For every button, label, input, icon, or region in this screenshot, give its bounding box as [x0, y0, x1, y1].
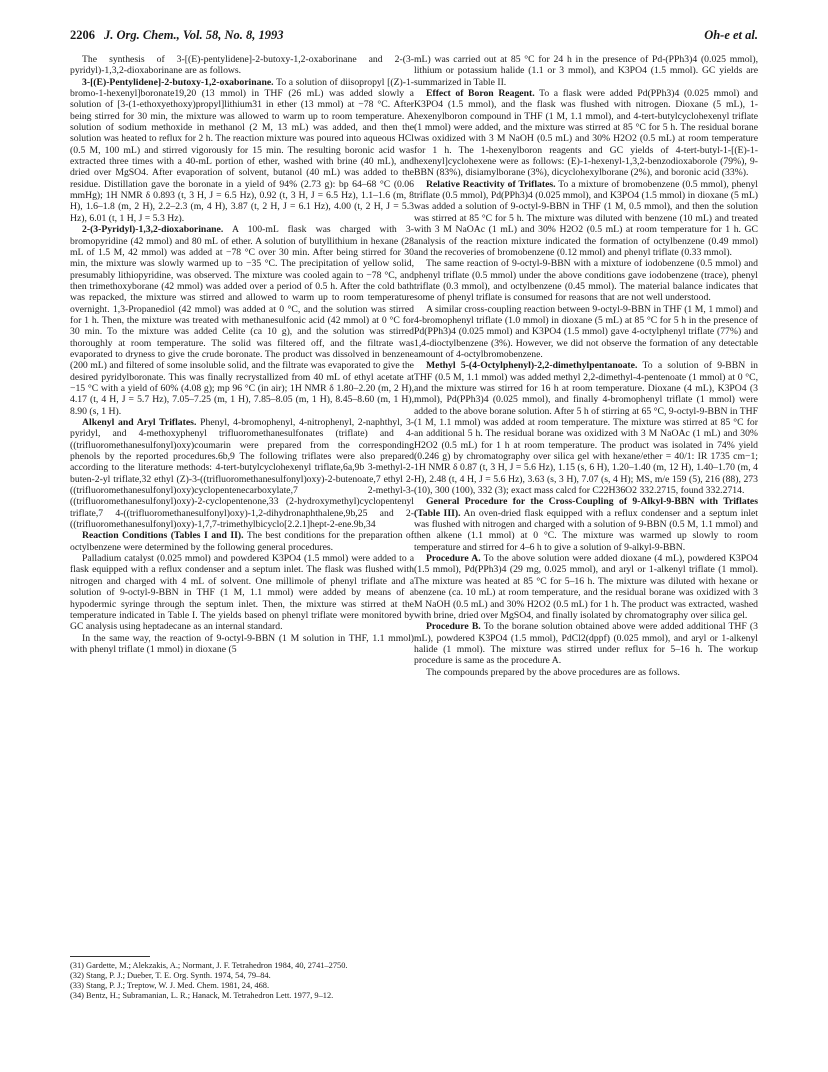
- paragraph: The same reaction of 9-octyl-9-BBN with a mixture of iodobenzene (0.5 mmol) and phenyl triflate (0.5 mmol) under the above conditions gave iodobenzene (trace), phenyl triflate (0.3 mmol), and octylbenzene (0.45 mmol). The material balance indicates that some of phenyl triflate is consumed for reasons that are not well understood.: [414, 258, 758, 304]
- footnote: (31) Gardette, M.; Alekzakis, A.; Normant, J. F. Tetrahedron 1984, 40, 2741–2750.: [70, 961, 348, 970]
- right-column: [414, 54, 758, 678]
- section-heading: 3-[(E)-Pentylidene]-2-butoxy-1,2-oxaborinane.: [82, 76, 274, 88]
- section-heading: Relative Reactivity of Triflates.: [426, 178, 556, 190]
- footnote-divider: [70, 956, 150, 957]
- paragraph-body: To the borane solution obtained above were added additional THF (3 mL), powdered K3PO4 (1.5 mmol), PdCl2(dppf) (0.025 mmol), and aryl or 1-alkenyl halide (1 mmol). The mixture was stirred under reflux for 5–16 h. The workup procedure is same as the procedure A.: [414, 621, 758, 667]
- paragraph-body: An oven-dried flask equipped with a reflux condenser and a septum inlet was flushed with nitrogen and charged with a solution of 9-BBN (0.5 M, 1.1 mmol) and then alkene (1.1 mmol) at 0 °C. The mixture was warmed up slowly to room temperature and stirred for 4–6 h to give a solution of 9-alkyl-9-BBN.: [414, 507, 758, 553]
- footnotes: [70, 956, 414, 1001]
- paragraph: Palladium catalyst (0.025 mmol) and powdered K3PO4 (1.5 mmol) were added to a flask equipped with a reflux condenser and a septum inlet. The flask was flushed with nitrogen and charged with 4 mL of solvent. One millimole of phenyl triflate and a solution of 9-octyl-9-BBN in THF (1 M, 1.1 mmol) were added by means of a hypodermic syringe through the septum inlet. Then, the mixture was stirred at the temperature indicated in Table I. The yields based on phenyl triflate were monitored by GC analysis using heptadecane as an internal standard.: [70, 553, 414, 633]
- paragraph: [70, 417, 414, 530]
- paragraph: [70, 77, 414, 224]
- paragraph-body: Phenyl, 4-bromophenyl, 4-nitrophenyl, 2-naphthyl, 3-pyridyl, and 4-methoxyphenyl trifluoromethanesulfonates (triflate) and 4-((trifluoromethanesulfonyl)oxy)coumarin were prepared from the corresponding phenols by the reported procedures.6b,9 The following triflates were also prepared according to the literature methods: 4-tert-butylcyclohexenyl triflate,6a,9b 3-methyl-2-buten-2-yl triflate,32 ethyl (Z)-3-((trifluoromethanesulfonyl)oxy)-2-butenoate,7 ethyl 2-((trifluoromethanesulfonyl)oxy)cyclopentenecarboxylate,7 2-methyl-3-((trifluoromethanesulfonyl)oxy)-2-cyclopentenone,33 (2-hydroxymethyl)cyclopentenyl triflate,7 4-((trifluoromethanesulfonyl)oxy)-1,2-dihydronaphthalene,9b,25 and 2-((trifluoromethanesulfonyl)oxy)-1,7,7-trimethylbicyclo[2.2.1]hept-2-ene.9b,34: [70, 417, 415, 531]
- paragraph-body: To a solution of diisopropyl [(Z)-1-bromo-1-hexenyl]boronate19,20 (13 mmol) in THF (26 mL) was added slowly a solution of [3-(1-ethoxyethoxy)propyl]lithium31 in ether (13 mmol) at −78 °C. After being stirred for 30 min, the mixture was allowed to warm up to room temperature. A solution of sodium methoxide in methanol (2 M, 13 mL) was added, and then the solution was heated to reflux for 2 h. The reaction mixture was poured into aqueous HCl (0.5 M, 100 mL) and stirred vigorously for 15 min. The resulting boronic acid was extracted three times with a 40-mL portion of ether, washed with brine (40 mL), and dried over MgSO4. After evaporation of solvent, butanol (40 mL) was added to the residue. Distillation gave the boronate in a yield of 94% (2.73 g): bp 64–68 °C (0.06 mmHg); 1H NMR δ 0.893 (t, 3 H, J = 6.5 Hz), 0.92 (t, 3 H, J = 6.5 Hz), 1.1–1.6 (m, 8 H), 1.6–1.8 (m, 2 H), 2.2–2.3 (m, 4 H), 3.87 (t, 2 H, J = 6.1 Hz), 4.00 (t, 2 H, J = 5.3 Hz), 6.01 (t, 1 H, J = 5.3 Hz).: [70, 76, 415, 224]
- footnote: (32) Stang, P. J.; Dueber, T. E. Org. Synth. 1974, 54, 79–84.: [70, 971, 271, 980]
- page-header: [70, 28, 758, 48]
- footnote: (33) Stang, P. J.; Treptow, W. J. Med. Chem. 1981, 24, 468.: [70, 981, 270, 990]
- paragraph: [414, 179, 758, 258]
- section-heading: Alkenyl and Aryl Triflates.: [82, 417, 197, 428]
- paragraph: mL) was carried out at 85 °C for 24 h in the presence of Pd-(PPh3)4 (0.025 mmol), lithium or potassium halide (1.1 or 3 mmol), and K3PO4 (1.5 mmol). GC yields are summarized in Table II.: [414, 54, 758, 88]
- page-number: 2206: [70, 28, 95, 42]
- section-heading: Effect of Boron Reagent.: [426, 88, 535, 100]
- paragraph: [414, 553, 758, 621]
- running-author: Oh-e et al.: [704, 28, 758, 42]
- paragraph: [414, 496, 758, 553]
- paragraph: [70, 224, 414, 417]
- section-heading: Procedure B.: [426, 621, 481, 633]
- paragraph: The synthesis of 3-[(E)-pentylidene]-2-butoxy-1,2-oxaborinane and 2-(3-pyridyl)-1,3,2-dioxaborinane are as follows.: [70, 54, 414, 77]
- left-column: [70, 54, 414, 655]
- section-heading: General Procedure for the Cross-Coupling of 9-Alkyl-9-BBN with Triflates (Table III).: [414, 496, 758, 519]
- paragraph: In the same way, the reaction of 9-octyl-9-BBN (1 M solution in THF, 1.1 mmol) with phenyl triflate (1 mmol) in dioxane (5: [70, 632, 414, 655]
- journal-citation: J. Org. Chem., Vol. 58, No. 8, 1993: [104, 28, 284, 42]
- paragraph: [414, 88, 758, 179]
- paragraph: [414, 621, 758, 666]
- paragraph-body: To a solution of 9-BBN in THF (0.5 M, 1.1 mmol) was added methyl 2,2-dimethyl-4-pentenoate (1 mmol) at 0 °C, and the mixture was stirred for 16 h at room temperature. Dioxane (4 mL), K3PO4 (3 mmol), Pd(PPh3)4 (0.025 mmol), and finally 4-bromophenyl triflate (1 mmol) were added to the above borane solution. After 5 h of stirring at 65 °C, 9-octyl-9-BBN in THF (1 M, 1.1 mmol) was added at room temperature. The mixture was stirred at 85 °C for an additional 5 h. The residual borane was oxidized with 3 M NaOAc (1 mL) and 30% H2O2 (0.5 mL) for 1 h at room temperature. The product was isolated in 74% yield (0.246 g) by chromatography over silica gel with hexane/ether = 40/1: IR 1735 cm−1; 1H NMR δ 0.87 (t, 3 H, J = 5.6 Hz), 1.15 (s, 6 H), 1.20–1.40 (m, 12 H), 1.40–1.70 (m, 4 H), 2.48 (t, 4 H, J = 5.6 Hz), 3.63 (s, 3 H), 7.07 (s, 4 H); MS, m/e 159 (5), 216 (88), 273 (10), 300 (100), 332 (3); exact mass calcd for C22H36O2 332.2715, found 332.2714.: [414, 360, 758, 497]
- paragraph: The compounds prepared by the above procedures are as follows.: [426, 666, 680, 678]
- paragraph-body: To the above solution were added dioxane (4 mL), powdered K3PO4 (1.5 mmol), Pd(PPh3)4 (29 mg, 0.025 mmol), and aryl or 1-alkenyl triflate (1 mmol). The mixture was heated at 85 °C for 5–16 h. The mixture was diluted with hexane or benzene (ca. 10 mL) at room temperature, and the residual borane was oxidized with 3 M NaOH (0.5 mL) and 30% H2O2 (0.5 mL) for 1 h. The product was extracted, washed with brine, dried over MgSO4, and finally isolated by chromatography over silica gel.: [414, 553, 759, 621]
- section-heading: 2-(3-Pyridyl)-1,3,2-dioxaborinane.: [82, 224, 224, 236]
- paragraph: A similar cross-coupling reaction between 9-octyl-9-BBN in THF (1 M, 1 mmol) and 4-bromophenyl triflate (1.0 mmol) in dioxane (5 mL) at 85 °C for 5 h in the presence of Pd(PPh3)4 (0.025 mmol) and K3PO4 (1.5 mmol) gave 4-octylphenyl triflate (77%) and 1,4-dioctylbenzene (3%). However, we did not observe the formation of any detectable amount of 4-octylbromobenzene.: [414, 303, 758, 360]
- section-heading: Procedure A.: [426, 553, 481, 565]
- paragraph-body: To a mixture of bromobenzene (0.5 mmol), phenyl triflate (0.5 mmol), Pd(PPh3)4 (0.025 mmol), and K3PO4 (1.5 mmol) in dioxane (5 mL) was added a solution of 9-octyl-9-BBN in THF (1 M, 0.5 mmol), and then the solution was stirred at 85 °C for 5 h. The mixture was diluted with benzene (10 mL) and treated with 3 M NaOAc (1 mL) and 30% H2O2 (0.5 mL) at room temperature for 1 h. GC analysis of the reaction mixture indicated the formation of octylbenzene (0.49 mmol) and the recoveries of bromobenzene (0.12 mmol) and phenyl triflate (0.33 mmol).: [414, 178, 758, 258]
- section-heading: Reaction Conditions (Tables I and II).: [82, 530, 244, 542]
- paragraph-body: A 100-mL flask was charged with 3-bromopyridine (42 mmol) and 80 mL of ether. A solution of butyllithium in hexane (28 mL of 1.5 M, 42 mmol) was added at −78 °C over 30 min. After being stirred for 30 min, the mixture was slowly warmed up to −35 °C. The precipitation of yellow solid, presumably lithiopyridine, was observed. The mixture was cooled again to −78 °C, and then trimethoxyborane (42 mmol) was added over a period of 0.5 h. After the cold bath was repacked, the mixture was stirred and allowed to warm up to room temperature overnight. 1,3-Propanediol (42 mmol) was added at 0 °C, and the solution was stirred for 1 h. Then, the mixture was treated with methanesulfonic acid (42 mmol) at 0 °C for 30 min. To the mixture was added Celite (ca 10 g), and the solution was stirred thoroughly at room temperature. The solid was filtered off, and the filtrate was evaporated to dryness to give the crude boronate. The product was dissolved in benzene (200 mL) and filtered of some insoluble solid, and the filtrate was evaporated to give the desired pyridylboronate. This was finally recrystallized from 40 mL of ethyl acetate at −15 °C with a yield of 60% (4.08 g); mp 96 °C (in air); 1H NMR δ 1.80–2.20 (m, 2 H), 4.17 (t, 4 H, J = 5.7 Hz), 7.05–7.25 (m, 1 H), 7.85–8.05 (m, 1 H), 8.45–8.60 (m, 1 H), 8.90 (s, 1 H).: [70, 224, 415, 417]
- paragraph-body: The best conditions for the preparation of octylbenzene were determined by the following general procedures.: [70, 530, 414, 553]
- paragraph-body: To a flask were added Pd(PPh3)4 (0.025 mmol) and K3PO4 (1.5 mmol), and the flask was flushed with nitrogen. Dioxane (5 mL), 1-hexenylboron compound in THF (1 M, 1.1 mmol), and 4-tert-butylcyclohexenyl triflate (1 mmol) were added, and the mixture was stirred at 85 °C for 5 h. The residual borane was oxidized with 3 M NaOH (0.5 mL) and 30% H2O2 (0.5 mL) at room temperature for 1 h. The 1-hexenylboron reagents and GC yields of 4-tert-butyl-1-[(E)-1-hexenyl]cyclohexene were as follows: (E)-1-hexenyl-1,3,2-benzodioxaborole (79%), 9-BBN (83%), disiamylborane (3%), dicyclohexylborane (2%), and boronic acid (33%).: [414, 88, 759, 179]
- footnote: (34) Bentz, H.; Subramanian, L. R.; Hanack, M. Tetrahedron Lett. 1977, 9–12.: [70, 991, 334, 1000]
- paragraph: [70, 530, 414, 553]
- paragraph: [414, 360, 758, 496]
- section-heading: Methyl 5-(4-Octylphenyl)-2,2-dimethylpentanoate.: [426, 360, 638, 372]
